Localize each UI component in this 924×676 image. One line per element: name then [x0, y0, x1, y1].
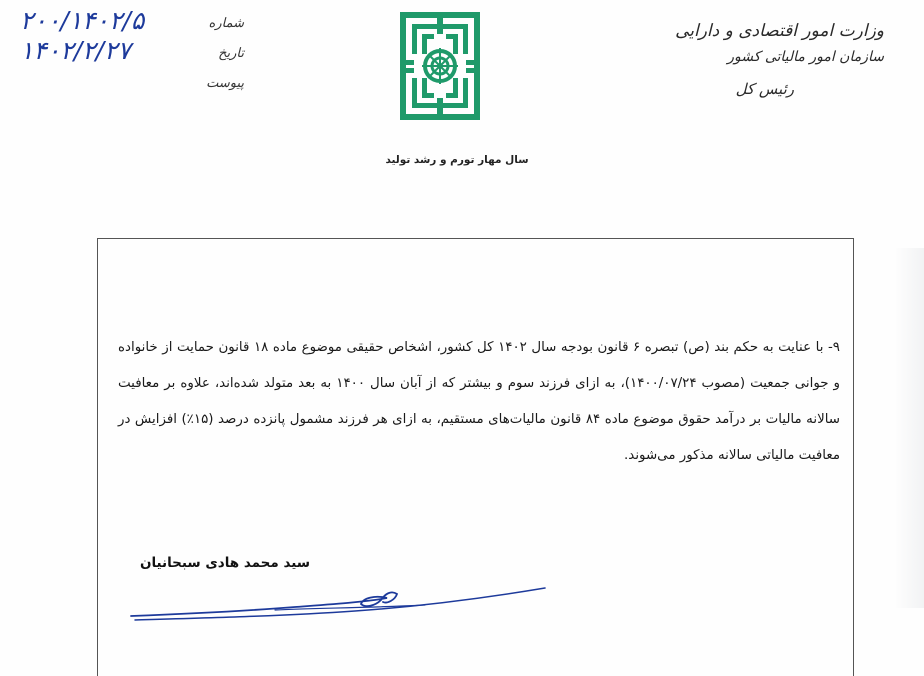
- year-slogan: سال مهار تورم و رشد تولید: [385, 154, 529, 166]
- attachment-row: [14, 66, 244, 96]
- ministry-name: وزارت امور اقتصادی و دارایی: [675, 21, 884, 41]
- letterhead: [664, 18, 884, 100]
- date-value: ۱۴۰۲/۲/۲۷: [20, 36, 131, 65]
- handwritten-signature: [125, 580, 555, 630]
- number-row: [14, 6, 244, 36]
- body-paragraph: ۹- با عنایت به حکم بند (ص) تبصره ۶ قانون بودجه سال ۱۴۰۲ کل کشور، اشخاص حقیقی موضوع ماده ۱۸ قانون حمایت از خانواده و جوانی جمعیت (مصوب ۱۴۰۰/۰۷/۲۴)، به ازای فرزند سوم و بیشتر که از آبان سال ۱۴۰۰ به بعد متولد شده‌اند، علاوه بر معافیت سالانه مالیات بر درآمد حقوق موضوع ماده ۸۴ قانون مالیات‌های مستقیم، به ازای هر فرزند مشمول پانزده درصد (۱۵٪) افزایش در معافیت مالیاتی سالانه مذکور می‌شوند.: [118, 340, 841, 463]
- date-row: [14, 36, 244, 66]
- number-value: ۲۰۰/۱۴۰۲/۵: [20, 6, 145, 35]
- organization-name: سازمان امور مالیاتی کشور: [727, 49, 884, 65]
- office-title: رئیس کل: [735, 80, 794, 98]
- attachment-label: پیوست: [206, 76, 244, 91]
- letter-meta: [14, 6, 244, 96]
- number-label: شماره: [208, 16, 244, 31]
- page-shadow: [894, 248, 924, 608]
- tax-organization-emblem-icon: [400, 12, 480, 120]
- signer-name: سید محمد هادی سبحانیان: [139, 555, 311, 571]
- date-label: تاریخ: [218, 46, 244, 61]
